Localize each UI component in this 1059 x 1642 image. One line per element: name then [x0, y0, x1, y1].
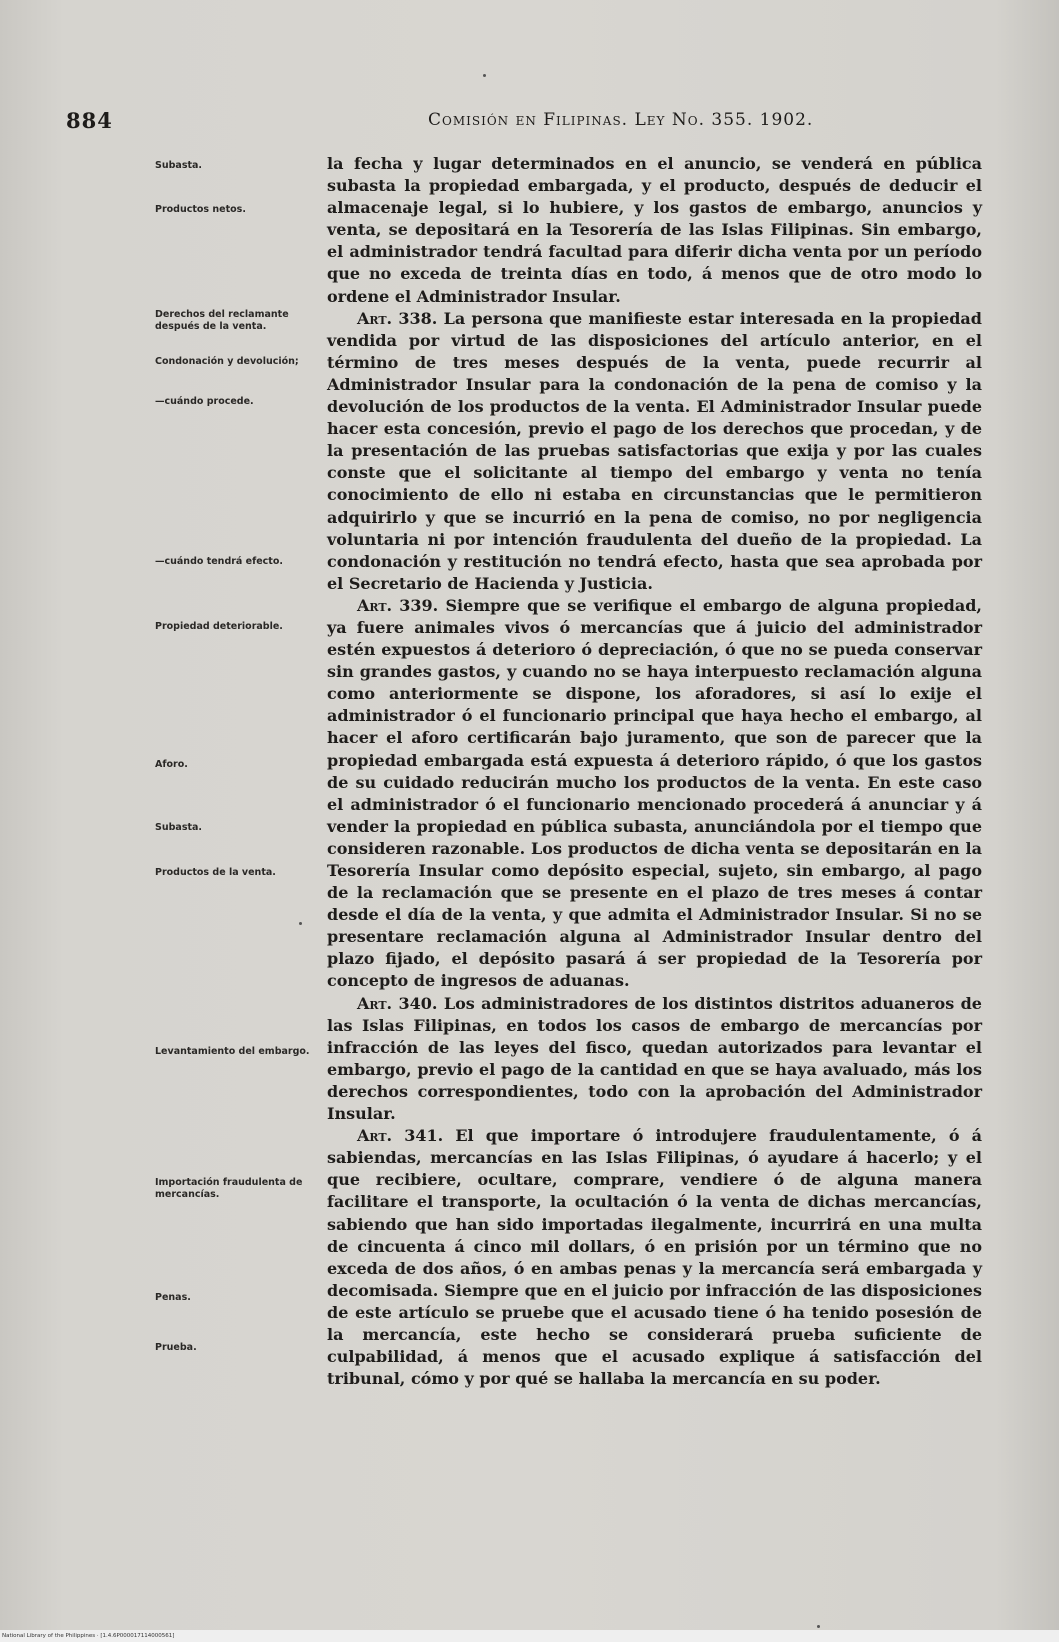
- article-340: [327, 993, 982, 1126]
- article-label: Art. 341.: [357, 1126, 444, 1146]
- margin-note: Productos netos.: [155, 204, 246, 215]
- article-341: [327, 1125, 982, 1390]
- margin-note: Penas.: [155, 1292, 191, 1303]
- margin-note: Levantamiento del embargo.: [155, 1046, 310, 1057]
- body-text: [327, 153, 982, 1390]
- page-number: 884: [66, 108, 113, 133]
- margin-note: Productos de la venta.: [155, 867, 276, 878]
- margin-note: Subasta.: [155, 822, 203, 833]
- scan-footer: National Library of the Philippines · [1.4.6P000017114000561]: [0, 1630, 1059, 1642]
- paragraph-text: Siempre que se verifique el embargo de alguna propiedad, ya fuere animales vivos ó mercancías que á juicio del administrador estén expuestos á deterioro ó depreciación, ó que no se pueda conservar sin grandes gastos, y cuando no se haya interpuesto reclamación alguna como anteriormente se dispone, los aforadores, si así lo exije el administrador ó el funcionario principal que haya hecho el embargo, al hacer el aforo certificarán bajo juramento, que son de parecer que la propiedad embargada está expuesta á deterioro rápido, ó que los gastos de su cuidado reducirán mucho los productos de la venta. En este caso el administrador ó el funcionario mencionado procederá á anunciar y á vender la propiedad en pública subasta, anunciándola por el tiempo que consideren razonable. Los productos de dicha venta se depositarán en la Tesorería Insular como depósito especial, sujeto, sin embargo, al pago de la reclamación que se presente en el plazo de tres meses á contar desde el día de la venta, y que admita el Administrador Insular. Si no se presentare reclamación alguna al Administrador Insular dentro del plazo fijado, el depósito pasará á ser propiedad de la Tesorería por concepto de ingresos de aduanas.: [327, 595, 982, 991]
- article-339: [327, 595, 982, 993]
- article-338: [327, 308, 982, 595]
- paragraph-text: El que importare ó introdujere fraudulentamente, ó á sabiendas, mercancías en las Islas Filipinas, ó ayudare á hacerlo; y el que recibiere, ocultare, comprare, vendiere ó de alguna manera facilitare el transporte, la ocultación ó la venta de dichas mercancías, sabiendo que han sido importadas ilegalmente, incurrirá en una multa de cincuenta á cinco mil dollars, ó en prisión por un término que no exceda de dos años, ó en ambas penas y la mercancía será embargada y decomisada. Siempre que en el juicio por infracción de las disposiciones de este artículo se pruebe que el acusado tiene ó ha tenido posesión de la mercancía, este hecho se considerará prueba suficiente de culpabilidad, á menos que el acusado explique á satisfacción del tribunal, cómo y por qué se hallaba la mercancía en su poder.: [327, 1126, 982, 1389]
- article-label: Art. 338.: [357, 308, 438, 328]
- margin-note: Condonación y devolución;: [155, 356, 299, 367]
- dust-speck: [817, 1625, 820, 1628]
- running-head: Comisión en Filipinas. Ley No. 355. 1902.: [428, 110, 814, 130]
- article-label: Art. 340.: [357, 993, 438, 1013]
- margin-note: Aforo.: [155, 759, 188, 770]
- article-label: Art. 339.: [357, 595, 439, 615]
- margin-note: —cuándo procede.: [155, 396, 254, 407]
- margin-note: —cuándo tendrá efecto.: [155, 556, 283, 567]
- paragraph-continuation: [327, 153, 982, 308]
- dust-speck: [299, 922, 302, 925]
- margin-note: Importación fraudulenta de mercancías.: [155, 1177, 303, 1200]
- dust-speck: [483, 74, 486, 77]
- paragraph-text: la fecha y lugar determinados en el anuncio, se venderá en pública subasta la propiedad embargada, y el producto, después de deducir el almacenaje legal, si lo hubiere, y los gastos de embargo, anuncios y venta, se depositará en la Tesorería de las Islas Filipinas. Sin embargo, el administrador tendrá facultad para diferir dicha venta por un período que no exceda de treinta días en todo, á menos que de otro modo lo ordene el Administrador Insular.: [327, 154, 982, 306]
- margin-note: Propiedad deteriorable.: [155, 621, 283, 632]
- margin-note: Subasta.: [155, 160, 203, 171]
- paragraph-text: La persona que manifieste estar interesada en la propiedad vendida por virtud de las disposiciones del artículo anterior, en el término de tres meses después de la venta, puede recurrir al Administrador Insular para la condonación de la pena de comiso y la devolución de los productos de la venta. El Administrador Insular puede hacer esta concesión, previo el pago de los derechos que procedan, y de la presentación de las pruebas satisfactorias que exija y por las cuales conste que el solicitante al tiempo del embargo y venta no tenía conocimiento de ello ni estaba en circunstancias que le permitieron adquirirlo y que se incurrió en la pena de comiso, no por negligencia voluntaria ni por intención fraudulenta del dueño de la propiedad. La condonación y restitución no tendrá efecto, hasta que sea aprobada por el Secretario de Hacienda y Justicia.: [327, 308, 982, 593]
- paragraph-text: Los administradores de los distintos distritos aduaneros de las Islas Filipinas, en todos los casos de embargo de mercancías por infracción de las leyes del fisco, quedan autorizados para levantar el embargo, previo el pago de la cantidad en que se haya avaluado, más los derechos correspondientes, todo con la aprobación del Administrador Insular.: [327, 993, 982, 1124]
- margin-note: Prueba.: [155, 1342, 197, 1353]
- margin-note: Derechos del reclamante después de la venta.: [155, 309, 289, 332]
